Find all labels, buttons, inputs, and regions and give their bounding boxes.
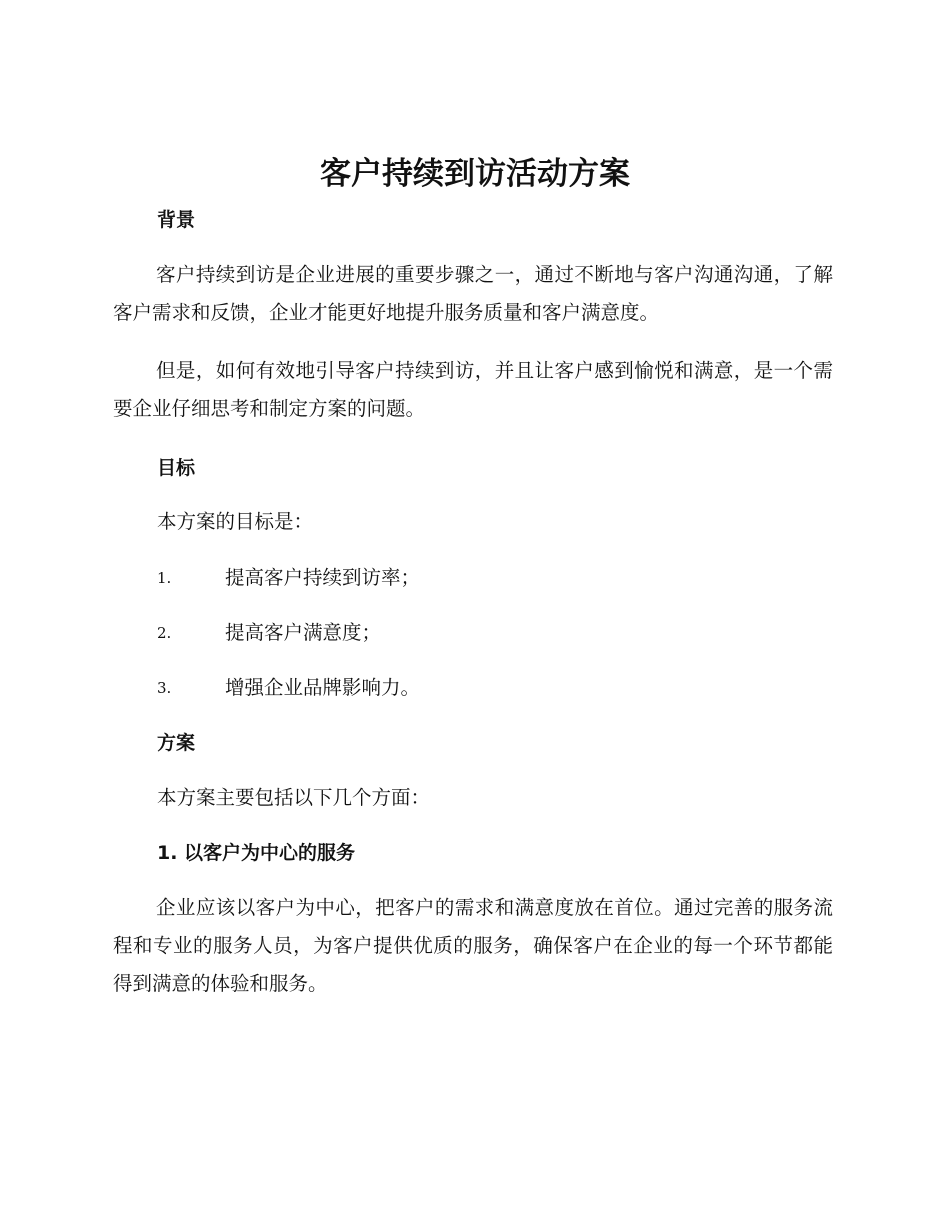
section-heading-plan: 方案 xyxy=(157,732,196,754)
plan-paragraph-1: 企业应该以客户为中心，把客户的需求和满意度放在首位。通过完善的服务流程和专业的服务人员，为客户提供优质的服务，确保客户在企业的每一个环节都能得到满意的体验和服务。 xyxy=(113,896,833,995)
document-title: 客户持续到访活动方案 xyxy=(320,156,630,192)
goal-intro: 本方案的目标是： xyxy=(157,510,314,533)
plan-subheading-1: 1. 以客户为中心的服务 xyxy=(157,842,356,864)
list-item-text: 提高客户满意度； xyxy=(225,621,382,644)
list-item-number: 3. xyxy=(157,679,172,697)
list-item-text: 增强企业品牌影响力。 xyxy=(225,676,421,699)
list-item-number: 2. xyxy=(157,624,172,642)
list-item-text: 提高客户持续到访率； xyxy=(225,566,421,589)
background-paragraph-2: 但是，如何有效地引导客户持续到访，并且让客户感到愉悦和满意，是一个需要企业仔细思考和制定方案的问题。 xyxy=(113,359,833,420)
section-heading-background: 背景 xyxy=(157,209,196,231)
list-item-number: 1. xyxy=(157,569,172,587)
background-paragraph-1: 客户持续到访是企业进展的重要步骤之一，通过不断地与客户沟通沟通，了解客户需求和反馈，企业才能更好地提升服务质量和客户满意度。 xyxy=(113,263,833,324)
plan-intro: 本方案主要包括以下几个方面： xyxy=(157,786,431,809)
section-heading-goal: 目标 xyxy=(157,457,196,479)
